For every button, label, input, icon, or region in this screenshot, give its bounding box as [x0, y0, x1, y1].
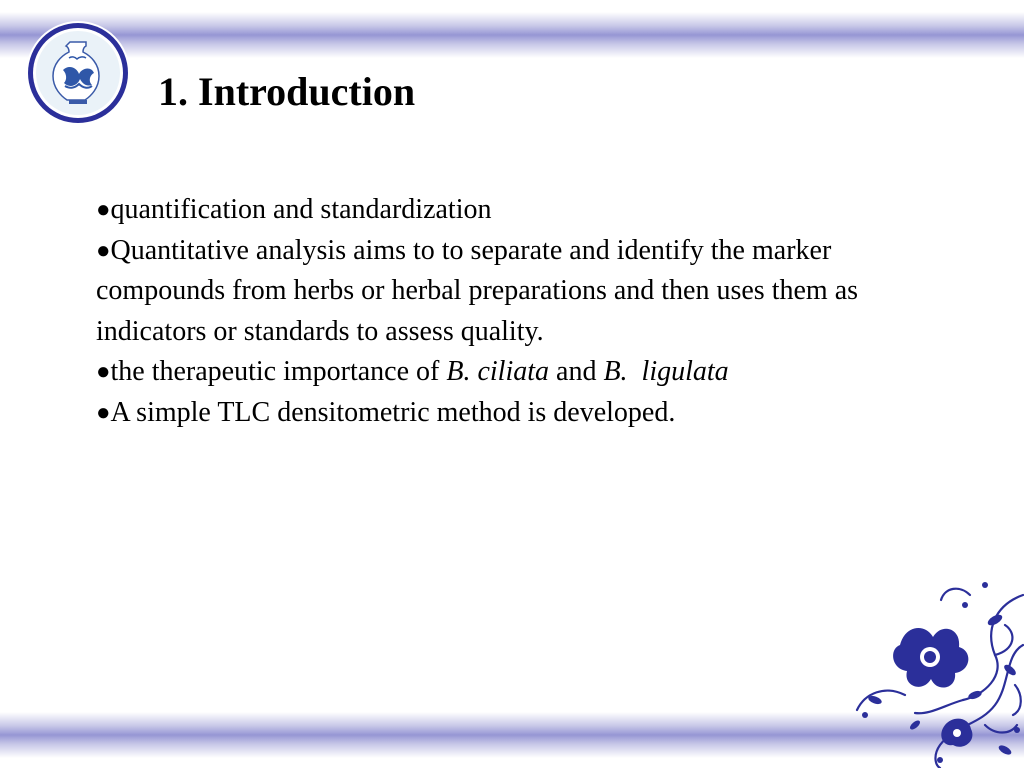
- porcelain-vase-logo-icon: [25, 20, 131, 126]
- bullet-list: [96, 190, 916, 433]
- bullet-text-prefix: the therapeutic importance of: [110, 356, 447, 387]
- bullet-text: Quantitative analysis aims to to separate and identify the marker compounds from herbs or herbal preparations and then uses them as indicators or standards to assess quality.: [96, 234, 859, 347]
- floral-ornament-icon: [845, 575, 1024, 768]
- slide-title: 1. Introduction: [158, 69, 416, 114]
- bullet-item-3: [96, 352, 916, 393]
- bullet-dot-icon: ●: [96, 399, 111, 426]
- top-decorative-band: [0, 12, 1024, 58]
- bullet-item-1: [96, 190, 916, 231]
- bullet-dot-icon: ●: [96, 237, 111, 264]
- species-name-ligulata: B. ligulata: [603, 356, 729, 387]
- species-name-ciliata: B. ciliata: [446, 356, 550, 387]
- bullet-dot-icon: ●: [96, 359, 111, 385]
- bullet-item-4: [96, 393, 916, 434]
- bullet-text: quantification and standardization: [110, 194, 492, 225]
- bullet-dot-icon: ●: [96, 197, 111, 223]
- bullet-text: A simple TLC densitometric method is developed.: [110, 396, 676, 428]
- bullet-item-2: [96, 231, 916, 353]
- bullet-text-conjunction: and: [549, 356, 604, 387]
